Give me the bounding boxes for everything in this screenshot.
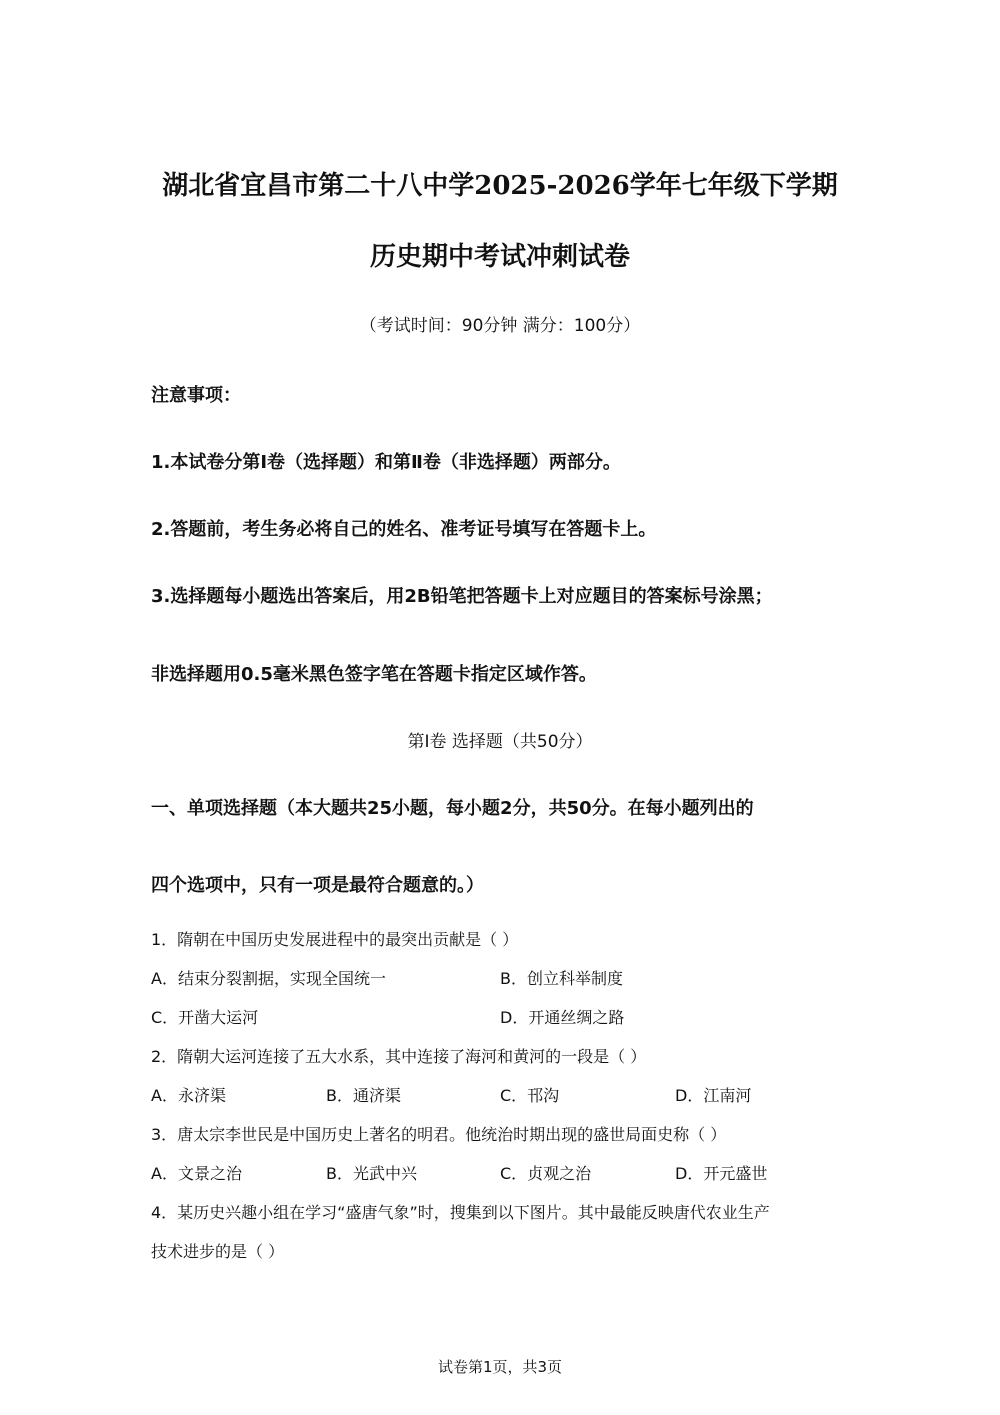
exam-info: （考试时间：90分钟 满分：100分） — [359, 316, 641, 336]
notice-item-3: 3.选择题每小题选出答案后，用2B铅笔把答题卡上对应题目的答案标号涂黑； — [151, 586, 773, 607]
question-4-stem-line1: 4．某历史兴趣小组在学习“盛唐气象”时，搜集到以下图片。其中最能反映唐代农业生产 — [151, 1203, 770, 1222]
notice-item-1: 1.本试卷分第Ⅰ卷（选择题）和第Ⅱ卷（非选择题）两部分。 — [151, 452, 621, 473]
question-3-stem: 3．唐太宗李世民是中国历史上著名的明君。他统治时期出现的盛世局面史称（ ） — [151, 1125, 727, 1144]
notice-heading: 注意事项： — [151, 385, 241, 406]
question-4-stem-line2: 技术进步的是（ ） — [151, 1242, 285, 1261]
question-1-stem: 1．隋朝在中国历史发展进程中的最突出贡献是（ ） — [151, 930, 519, 949]
exam-title-line2: 历史期中考试冲刺试卷 — [369, 242, 630, 272]
question-3-option-c: C．贞观之治 — [500, 1164, 592, 1183]
question-2-stem: 2．隋朝大运河连接了五大水系，其中连接了海河和黄河的一段是（ ） — [151, 1047, 647, 1066]
question-3-option-d: D．开元盛世 — [675, 1164, 768, 1183]
question-3-option-a: A．文景之治 — [151, 1164, 242, 1183]
question-2-option-a: A．永济渠 — [151, 1086, 226, 1105]
page-footer: 试卷第1页，共3页 — [437, 1358, 563, 1376]
question-1-option-b: B．创立科举制度 — [500, 969, 623, 988]
question-1-option-d: D．开通丝绸之路 — [500, 1008, 625, 1027]
section-instruction-line2: 四个选项中，只有一项是最符合题意的。） — [151, 875, 484, 896]
question-1-option-a: A．结束分裂割据，实现全国统一 — [151, 969, 386, 988]
notice-item-4: 非选择题用0.5毫米黑色签字笔在答题卡指定区域作答。 — [151, 664, 597, 685]
question-2-option-b: B．通济渠 — [326, 1086, 401, 1105]
question-3-option-b: B．光武中兴 — [326, 1164, 417, 1183]
question-2-option-c: C．邗沟 — [500, 1086, 560, 1105]
question-1-option-c: C．开凿大运河 — [151, 1008, 259, 1027]
exam-title-line1: 湖北省宜昌市第二十八中学2025-2026学年七年级下学期 — [162, 171, 838, 201]
section-title: 第Ⅰ卷 选择题（共50分） — [407, 732, 593, 752]
notice-item-2: 2.答题前，考生务必将自己的姓名、准考证号填写在答题卡上。 — [151, 519, 657, 540]
question-2-option-d: D．江南河 — [675, 1086, 752, 1105]
section-instruction-line1: 一、单项选择题（本大题共25小题，每小题2分，共50分。在每小题列出的 — [151, 798, 754, 819]
